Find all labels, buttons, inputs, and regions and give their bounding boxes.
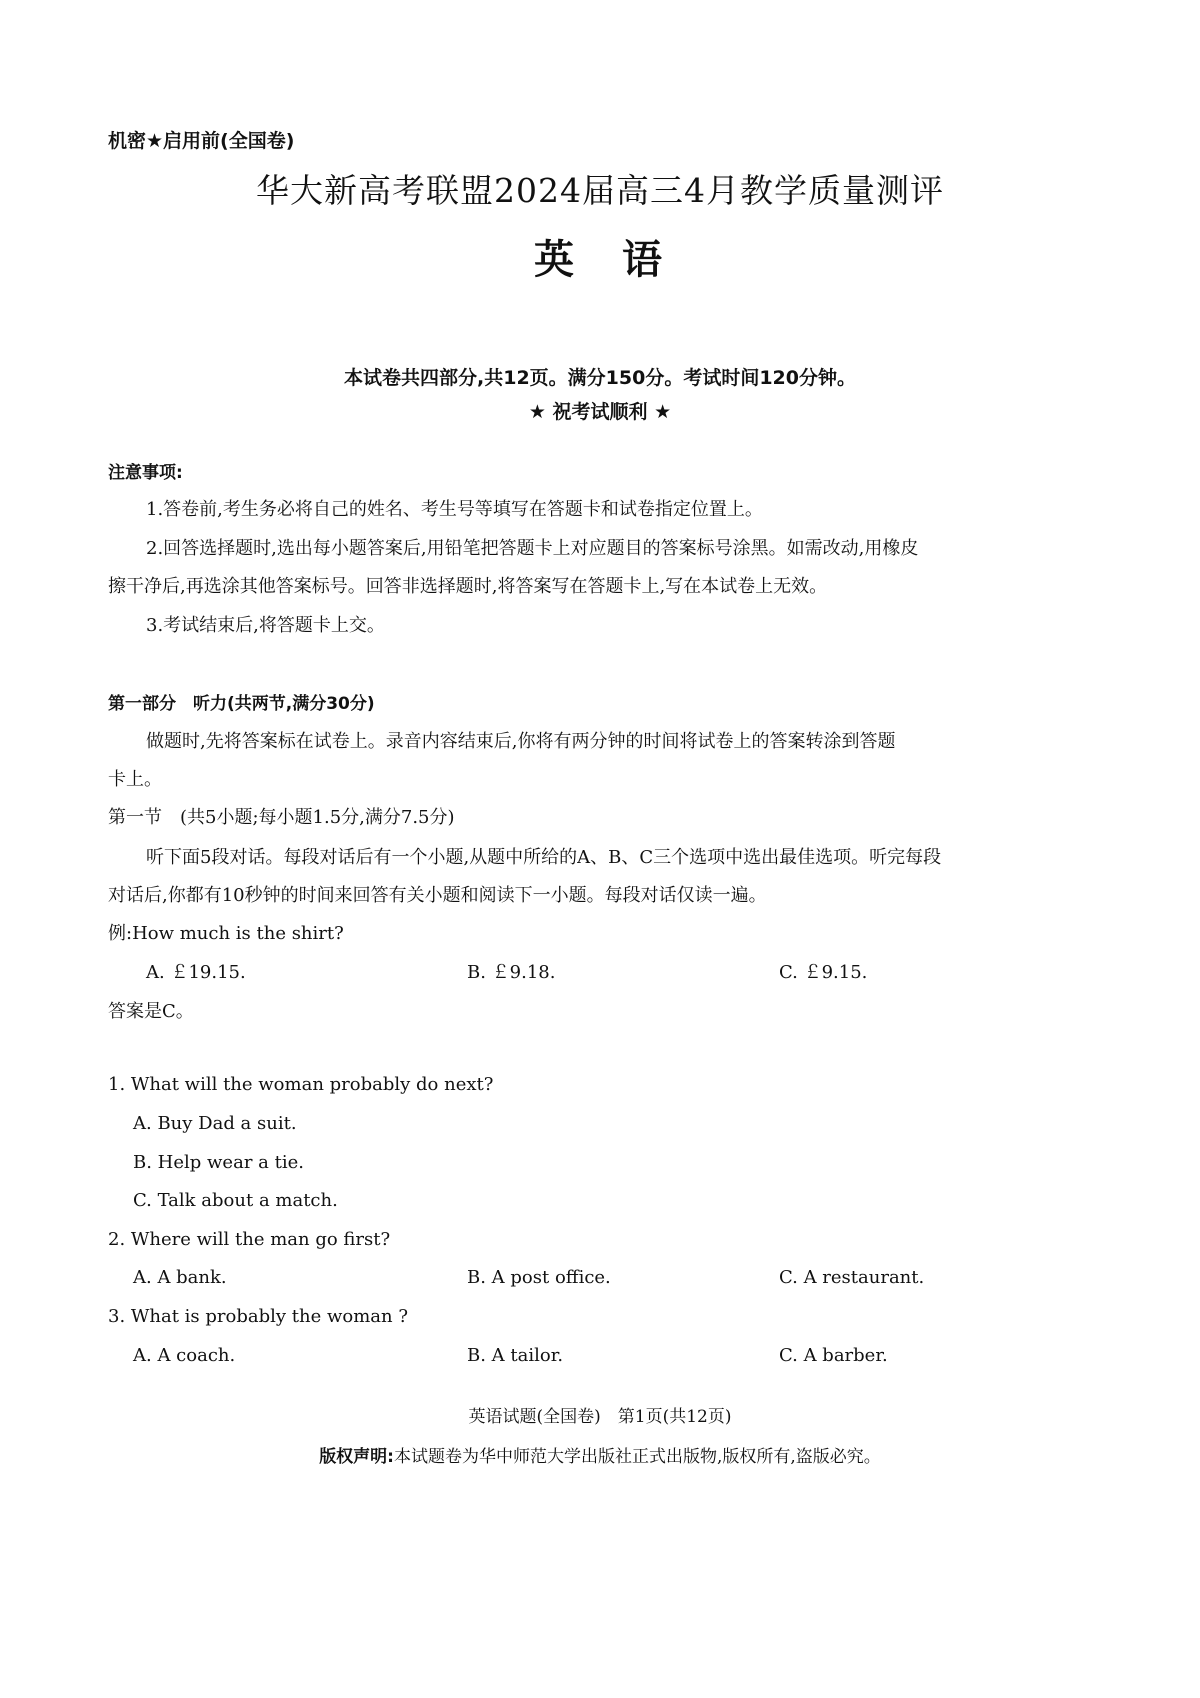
note-item-1: 1.答卷前,考生务必将自己的姓名、考生号等填写在答题卡和试卷指定位置上。 (146, 499, 763, 520)
question-2-option-b: B. A post office. (467, 1267, 611, 1288)
example-answer: 答案是C。 (108, 1001, 194, 1022)
question-3: 3. What is probably the woman ? (108, 1306, 408, 1327)
question-2-option-c: C. A restaurant. (779, 1267, 925, 1288)
question-3-option-a: A. A coach. (133, 1345, 236, 1366)
section1-intro-line-2: 对话后,你都有10秒钟的时间来回答有关小题和阅读下一小题。每段对话仅读一遍。 (108, 885, 767, 906)
question-1-option-c: C. Talk about a match. (133, 1190, 338, 1211)
good-luck-line: ★ 祝考试顺利 ★ (528, 401, 672, 423)
question-2-option-a: A. A bank. (133, 1267, 227, 1288)
section1-intro-line-1: 听下面5段对话。每段对话后有一个小题,从题中所给的A、B、C三个选项中选出最佳选项。听完每段 (146, 847, 942, 868)
section1-heading: 第一节 (共5小题;每小题1.5分,满分7.5分) (108, 807, 455, 828)
example-option-c: C. ￡9.15. (779, 962, 868, 983)
question-1-option-b: B. Help wear a tie. (133, 1152, 304, 1173)
notes-heading: 注意事项: (108, 463, 183, 483)
note-item-2-line-2: 擦干净后,再选涂其他答案标号。回答非选择题时,将答案写在答题卡上,写在本试卷上无效。 (108, 576, 828, 597)
question-1: 1. What will the woman probably do next? (108, 1074, 494, 1095)
note-item-3: 3.考试结束后,将答题卡上交。 (146, 615, 385, 636)
question-3-option-c: C. A barber. (779, 1345, 888, 1366)
part1-intro-line-2: 卡上。 (108, 769, 162, 790)
copyright-notice (0, 1442, 1200, 1467)
part1-heading: 第一部分 听力(共两节,满分30分) (108, 694, 375, 714)
exam-title: 华大新高考联盟2024届高三4月教学质量测评 (256, 171, 944, 210)
example-question: 例:How much is the shirt? (108, 923, 344, 944)
page-footer: 英语试题(全国卷) 第1页(共12页) (468, 1407, 732, 1427)
example-option-b: B. ￡9.18. (467, 962, 556, 983)
part1-intro-line-1: 做题时,先将答案标在试卷上。录音内容结束后,你将有两分钟的时间将试卷上的答案转涂到答题 (146, 731, 896, 752)
subject-title: 英 语 (534, 236, 666, 283)
copyright-label: 版权声明: (319, 1447, 394, 1467)
question-1-option-a: A. Buy Dad a suit. (133, 1113, 297, 1134)
note-item-2-line-1: 2.回答选择题时,选出每小题答案后,用铅笔把答题卡上对应题目的答案标号涂黑。如需改动,用橡皮 (146, 538, 919, 559)
confidential-label: 机密★启用前(全国卷) (108, 130, 295, 152)
exam-info-line: 本试卷共四部分,共12页。满分150分。考试时间120分钟。 (344, 367, 856, 389)
question-2: 2. Where will the man go first? (108, 1229, 391, 1250)
question-3-option-b: B. A tailor. (467, 1345, 564, 1366)
copyright-text: 本试题卷为华中师范大学出版社正式出版物,版权所有,盗版必究。 (394, 1447, 881, 1467)
example-option-a: A. ￡19.15. (146, 962, 246, 983)
